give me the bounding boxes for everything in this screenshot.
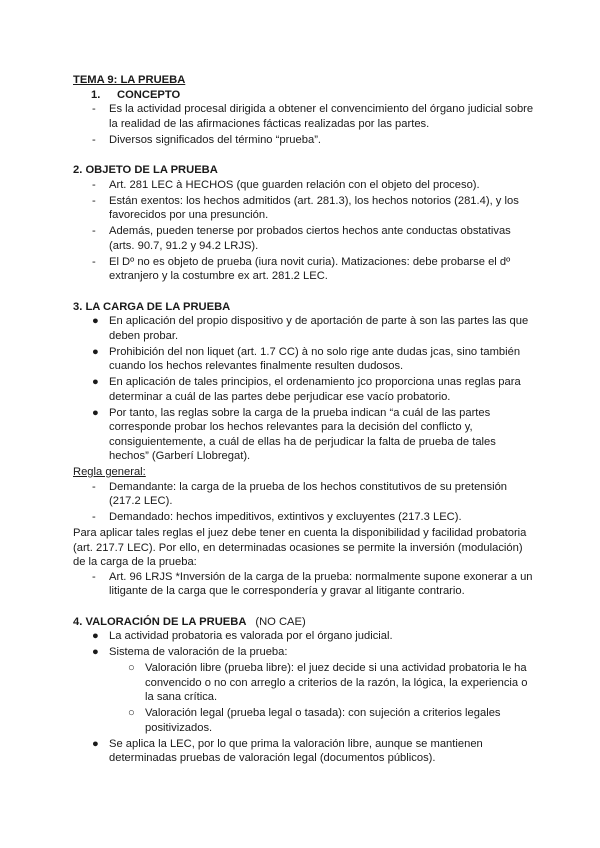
item-text: Se aplica la LEC, por lo que prima la valoración libre, aunque se mantienen determinadas pruebas de valoración legal (documentos públicos).: [109, 737, 483, 764]
item-text: La actividad probatoria es valorada por el órgano judicial.: [109, 630, 393, 642]
item-text: Valoración legal (prueba legal o tasada): con sujeción a criterios legales positivizados.: [145, 707, 501, 734]
list-item: [73, 375, 535, 404]
list-item: [73, 480, 535, 509]
dash-marker: -: [92, 511, 96, 523]
dash-marker: -: [92, 103, 96, 115]
dash-marker: -: [92, 570, 96, 583]
dash-marker: -: [92, 178, 96, 191]
document-page: [73, 73, 535, 767]
list-item: [73, 255, 535, 284]
item-text: Valoración libre (prueba libre): el juez decide si una actividad probatoria le ha convencido o no con arreglo a criterios de la razón, la lógica, la experiencia o la sana crítica.: [145, 662, 528, 703]
item-text: Es la actividad procesal dirigida a obtener el convencimiento del órgano judicial sobre la realidad de las afirmaciones fácticas realizadas por las partes.: [109, 103, 534, 130]
section-1-heading: [73, 88, 535, 103]
list-item: [73, 224, 535, 253]
section-4-note: (NO CAE): [255, 615, 306, 628]
sub-list-item: [73, 661, 535, 705]
bullet-marker: ●: [92, 376, 99, 388]
circle-marker: ○: [128, 707, 135, 719]
section-2-heading: 2. OBJETO DE LA PRUEBA: [73, 164, 218, 176]
bullet-marker: ●: [92, 646, 99, 658]
dash-marker: -: [92, 194, 96, 207]
list-item: [73, 345, 535, 374]
section-3-heading: 3. LA CARGA DE LA PRUEBA: [73, 300, 231, 313]
list-item: [73, 102, 535, 131]
bullet-marker: ●: [92, 406, 99, 419]
item-text: Demandante: la carga de la prueba de los hechos constitutivos de su pretensión (217.2 LEC).: [109, 480, 508, 507]
item-text: Además, pueden tenerse por probados ciertos hechos ante conductas obstativas (arts. 90.7, 91.2 y 94.2 LRJS).: [109, 225, 511, 252]
bullet-marker: ●: [92, 737, 99, 750]
list-item: [73, 194, 535, 223]
list-item: [73, 737, 535, 766]
item-text: Diversos significados del término “prueba”.: [109, 133, 322, 146]
list-item: [73, 178, 535, 193]
item-text: Sistema de valoración de la prueba:: [109, 646, 288, 658]
bullet-marker: ●: [92, 630, 99, 642]
item-text: Demandado: hechos impeditivos, extintivos y excluyentes (217.3 LEC).: [109, 511, 462, 523]
sub-list-item: [73, 706, 535, 735]
section-1-number: 1.: [91, 88, 101, 101]
circle-marker: ○: [128, 662, 135, 674]
list-item: [73, 133, 535, 148]
item-text: En aplicación de tales principios, el ordenamiento jco proporciona unas reglas para determinar a cuál de las partes debe perjudicar ese vacío probatorio.: [109, 376, 521, 403]
paragraph: Para aplicar tales reglas el juez debe tener en cuenta la disponibilidad y facilidad probatoria (art. 217.7 LEC). Por ello, en determinadas ocasiones se permite la inversión (modulación) de la carga de la prueba:: [73, 527, 527, 568]
bullet-marker: ●: [92, 345, 99, 358]
list-item: [73, 629, 535, 644]
list-item: [73, 314, 535, 343]
list-item: [73, 645, 535, 660]
regla-general-label: Regla general:: [73, 466, 146, 478]
list-item: [73, 510, 535, 525]
section-4-heading: [73, 615, 535, 630]
item-text: Prohibición del non liquet (art. 1.7 CC) à no solo rige ante dudas jcas, sino también cuando los hechos relevantes finalmente resulten dudosos.: [109, 345, 521, 372]
item-text: Por tanto, las reglas sobre la carga de la prueba indican “a cuál de las partes corresponde probar los hechos relevantes para la decisión del conflicto y, consiguientemente, a cuál de ellas ha de perjudicar la falta de prueba de tales hechos” (Garberí Llobregat).: [109, 406, 496, 462]
section-4-title: 4. VALORACIÓN DE LA PRUEBA: [73, 615, 247, 628]
item-text: Art. 96 LRJS *Inversión de la carga de la prueba: normalmente supone exonerar a un litigante de la carga que le correspondería y gravar al litigante contrario.: [109, 570, 533, 597]
list-item: [73, 406, 535, 464]
item-text: Están exentos: los hechos admitidos (art. 281.3), los hechos notorios (281.4), y los favorecidos por una presunción.: [109, 194, 519, 221]
dash-marker: -: [92, 255, 96, 268]
item-text: El Dº no es objeto de prueba (iura novit curia). Matizaciones: debe probarse el dº extranjero y la costumbre ex art. 281.2 LEC.: [109, 255, 511, 282]
section-1-title: CONCEPTO: [117, 88, 181, 101]
item-text: En aplicación del propio dispositivo y de aportación de parte à son las partes las que deben probar.: [109, 315, 529, 342]
dash-marker: -: [92, 225, 96, 237]
bullet-marker: ●: [92, 315, 99, 327]
document-title: TEMA 9: LA PRUEBA: [73, 74, 186, 86]
list-item: [73, 570, 535, 599]
dash-marker: -: [92, 480, 96, 493]
item-text: Art. 281 LEC à HECHOS (que guarden relación con el objeto del proceso).: [109, 178, 480, 191]
dash-marker: -: [92, 133, 96, 146]
